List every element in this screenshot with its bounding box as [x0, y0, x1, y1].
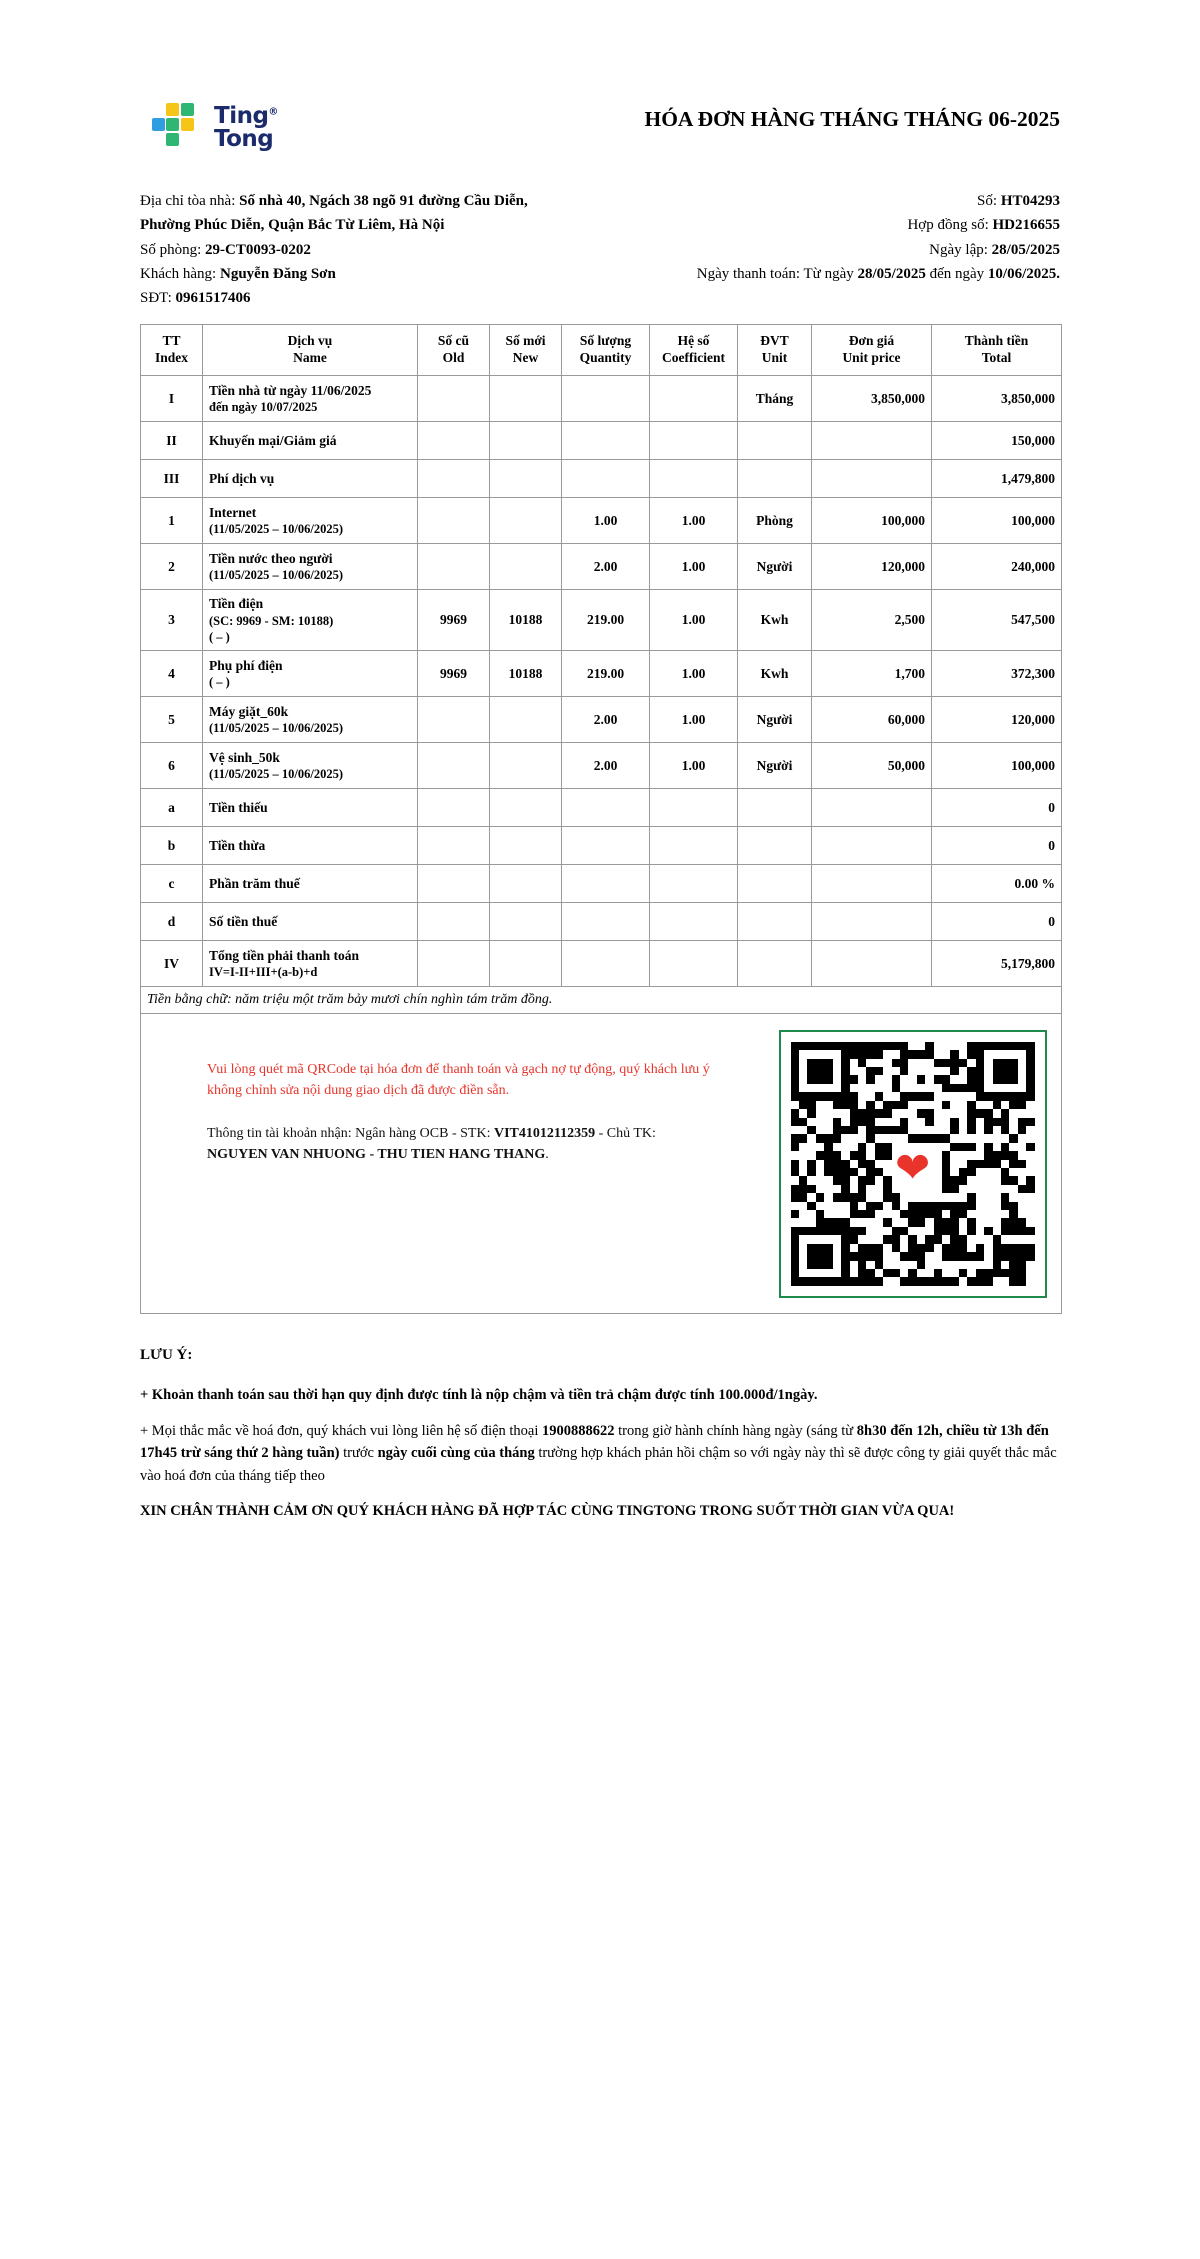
row-name-cell: [203, 941, 418, 987]
amount-in-words: Tiền bằng chữ: năm triệu một trăm bảy mươi chín nghìn tám trăm đồng.: [141, 987, 1062, 1014]
col-qty-l1: Số lượng: [579, 333, 632, 349]
row-unit: [738, 941, 812, 987]
row-old: [418, 941, 490, 987]
row-name-cell: [203, 498, 418, 544]
row-old: [418, 865, 490, 903]
row-name: Internet: [209, 504, 257, 520]
col-unit-l1: ĐVT: [760, 333, 789, 349]
row-new: [490, 544, 562, 590]
row-name: Máy giặt_60k: [209, 703, 289, 719]
row-name-cell: [203, 865, 418, 903]
row-name-sub: ( – ): [209, 675, 230, 690]
heart-icon: ❤: [895, 1146, 931, 1193]
table-row: [141, 498, 1062, 544]
room-label: Số phòng:: [140, 241, 202, 258]
row-coefficient: [650, 422, 738, 460]
bank-info-mid: - Chủ TK:: [595, 1126, 656, 1142]
qr-panel: [141, 1014, 1062, 1314]
row-name: Tổng tiền phải thanh toán: [209, 947, 360, 963]
invoice-header: [140, 95, 1060, 155]
row-total: 0: [932, 827, 1062, 865]
notes-thanks: XIN CHÂN THÀNH CẢM ƠN QUÝ KHÁCH HÀNG ĐÃ HỢP TÁC CÙNG TINGTONG TRONG SUỐT THỜI GIAN VỪA QUA!: [140, 1503, 955, 1520]
row-name-cell: [203, 743, 418, 789]
row-qty: [562, 941, 650, 987]
row-coefficient: [650, 789, 738, 827]
row-qty: 2.00: [562, 544, 650, 590]
brand-wordmark: [214, 105, 278, 151]
footer-notes: [140, 1344, 1060, 1522]
row-unit-price: 60,000: [812, 697, 932, 743]
row-unit: [738, 460, 812, 498]
bank-info-text: [207, 1123, 742, 1165]
row-unit-price: [812, 422, 932, 460]
row-new: [490, 865, 562, 903]
table-row: [141, 422, 1062, 460]
table-row: [141, 460, 1062, 498]
col-new: [490, 325, 562, 376]
row-name-sub: ( – ): [209, 630, 230, 645]
table-row: [141, 827, 1062, 865]
payment-period-mid: đến ngày: [929, 265, 985, 282]
brand-name-line1: Ting: [214, 103, 269, 129]
table-header-row: [141, 325, 1062, 376]
row-name-sub: IV=I-II+III+(a-b)+d: [209, 965, 318, 980]
row-new: 10188: [490, 651, 562, 697]
row-qty: [562, 789, 650, 827]
table-row: [141, 651, 1062, 697]
col-index: [141, 325, 203, 376]
row-unit: Người: [738, 743, 812, 789]
row-name: Phụ phí điện: [209, 657, 283, 673]
row-name: Tiền thừa: [209, 838, 266, 853]
row-unit-price: [812, 903, 932, 941]
col-new-l1: Số mới: [505, 333, 546, 349]
row-name: Khuyến mại/Giảm giá: [209, 432, 337, 448]
bank-info-suffix: .: [545, 1147, 549, 1163]
row-coefficient: [650, 827, 738, 865]
row-total: 372,300: [932, 651, 1062, 697]
row-index: d: [141, 903, 203, 941]
qr-code-area: [770, 1019, 1055, 1308]
row-coefficient: 1.00: [650, 590, 738, 651]
row-name: Tiền điện: [209, 596, 264, 612]
row-qty: [562, 865, 650, 903]
row-coefficient: 1.00: [650, 651, 738, 697]
col-index-l1: TT: [162, 333, 181, 349]
table-row: [141, 590, 1062, 651]
col-coef-l2: Coefficient: [662, 350, 725, 366]
row-new: [490, 789, 562, 827]
row-unit-price: 1,700: [812, 651, 932, 697]
row-index: 5: [141, 697, 203, 743]
row-index: 4: [141, 651, 203, 697]
row-name: Tiền thiếu: [209, 800, 268, 815]
row-name-cell: [203, 651, 418, 697]
row-name: Vệ sinh_50k: [209, 749, 280, 765]
row-index: c: [141, 865, 203, 903]
row-new: [490, 827, 562, 865]
brand-name-line2: Tong: [214, 126, 274, 152]
row-coefficient: 1.00: [650, 498, 738, 544]
row-total: 1,479,800: [932, 460, 1062, 498]
row-new: [490, 422, 562, 460]
col-old-l1: Số cũ: [437, 333, 470, 349]
col-coef: [650, 325, 738, 376]
row-index: 2: [141, 544, 203, 590]
row-unit-price: [812, 941, 932, 987]
invoice-no-label: Số:: [977, 193, 998, 209]
amount-in-words-row: [141, 987, 1062, 1014]
address-value: Số nhà 40, Ngách 38 ngõ 91 đường Cầu Diễn,: [239, 193, 528, 209]
col-new-l2: New: [512, 350, 539, 366]
col-name-l1: Dịch vụ: [287, 333, 333, 349]
row-total: 0: [932, 789, 1062, 827]
row-index: IV: [141, 941, 203, 987]
row-unit: Phòng: [738, 498, 812, 544]
row-total: 3,850,000: [932, 376, 1062, 422]
row-total: 240,000: [932, 544, 1062, 590]
col-name-l2: Name: [293, 350, 327, 366]
row-qty: 1.00: [562, 498, 650, 544]
row-name-sub: (11/05/2025 – 10/06/2025): [209, 522, 344, 537]
payment-note: [147, 1019, 770, 1308]
row-name-cell: [203, 544, 418, 590]
qr-instruction-text: Vui lòng quét mã QRCode tại hóa đơn để thanh toán và gạch nợ tự động, quý khách lưu ý không chỉnh sửa nội dung giao dịch đã được điền sẵn.: [207, 1062, 710, 1099]
notes-hours: 8h30 đến 12h, chiều từ 13h đến 17h45 trừ sáng thứ 2 hàng tuần): [140, 1423, 1049, 1462]
row-index: 6: [141, 743, 203, 789]
row-qty: 219.00: [562, 651, 650, 697]
row-name: Tiền nước theo người: [209, 550, 333, 566]
phone-label: SĐT:: [140, 290, 172, 307]
col-unit: [738, 325, 812, 376]
created-label: Ngày lập:: [929, 241, 988, 258]
row-unit-price: [812, 827, 932, 865]
row-unit-price: 2,500: [812, 590, 932, 651]
row-qty: [562, 376, 650, 422]
invoice-no-value: HT04293: [1000, 193, 1060, 209]
row-old: [418, 827, 490, 865]
row-qty: [562, 827, 650, 865]
row-name-sub: (11/05/2025 – 10/06/2025): [209, 568, 344, 583]
row-unit: Người: [738, 544, 812, 590]
row-name-cell: [203, 590, 418, 651]
row-old: [418, 544, 490, 590]
row-index: III: [141, 460, 203, 498]
col-old-l2: Old: [442, 350, 465, 366]
row-qty: [562, 422, 650, 460]
row-index: a: [141, 789, 203, 827]
row-name-sub: (SC: 9969 - SM: 10188): [209, 613, 334, 628]
row-old: [418, 422, 490, 460]
row-coefficient: [650, 941, 738, 987]
col-unit-l2: Unit: [761, 350, 788, 366]
row-old: [418, 697, 490, 743]
row-old: [418, 903, 490, 941]
notes-line2-c: trong giờ hành chính hàng ngày (sáng từ: [614, 1423, 857, 1439]
row-total: 0.00 %: [932, 865, 1062, 903]
row-name-cell: [203, 422, 418, 460]
qr-code[interactable]: [779, 1030, 1047, 1298]
row-new: [490, 743, 562, 789]
table-row: [141, 743, 1062, 789]
col-price-l2: Unit price: [842, 350, 901, 366]
row-index: 3: [141, 590, 203, 651]
brand-logo: [140, 95, 278, 155]
invoice-meta: [140, 189, 1060, 310]
row-old: [418, 460, 490, 498]
payment-period-from: 28/05/2025: [857, 265, 926, 282]
customer-value: Nguyễn Đăng Sơn: [219, 265, 336, 282]
row-unit-price: [812, 789, 932, 827]
invoice-table-body: [141, 376, 1062, 1314]
row-name-cell: [203, 697, 418, 743]
row-unit: [738, 789, 812, 827]
contract-value: HD216655: [992, 217, 1060, 234]
row-name: Phí dịch vụ: [209, 470, 275, 486]
table-row: [141, 941, 1062, 987]
row-unit-price: 3,850,000: [812, 376, 932, 422]
row-unit: Người: [738, 697, 812, 743]
customer-label: Khách hàng:: [140, 265, 217, 282]
row-unit: Tháng: [738, 376, 812, 422]
row-coefficient: [650, 865, 738, 903]
address-label: Địa chỉ tòa nhà:: [140, 193, 236, 209]
row-unit-price: 100,000: [812, 498, 932, 544]
row-new: [490, 460, 562, 498]
row-unit: [738, 903, 812, 941]
row-new: [490, 498, 562, 544]
col-price: [812, 325, 932, 376]
row-unit-price: [812, 460, 932, 498]
row-old: [418, 376, 490, 422]
col-price-l1: Đơn giá: [848, 333, 895, 349]
row-old: [418, 789, 490, 827]
row-unit: Kwh: [738, 590, 812, 651]
notes-line2-g: trường hợp khách phản hồi chậm so với ngày này thì sẽ được công ty giải quyết thắc mắc vào hoá đơn của tháng tiếp theo: [140, 1445, 1057, 1484]
qr-panel-row: [141, 1014, 1062, 1314]
row-unit: [738, 865, 812, 903]
row-qty: 219.00: [562, 590, 650, 651]
row-name: Số tiền thuế: [209, 914, 278, 929]
row-new: [490, 941, 562, 987]
row-qty: [562, 903, 650, 941]
row-total: 547,500: [932, 590, 1062, 651]
brand-registered-mark: ®: [268, 106, 278, 118]
row-total: 100,000: [932, 743, 1062, 789]
row-name-sub: đến ngày 10/07/2025: [209, 400, 318, 415]
col-old: [418, 325, 490, 376]
bank-info-prefix: Thông tin tài khoản nhận: Ngân hàng OCB - STK:: [207, 1126, 494, 1142]
row-new: [490, 376, 562, 422]
row-name-cell: [203, 789, 418, 827]
col-index-l2: Index: [154, 350, 188, 366]
table-row: [141, 865, 1062, 903]
table-row: [141, 789, 1062, 827]
row-coefficient: [650, 460, 738, 498]
table-row: [141, 697, 1062, 743]
row-name-cell: [203, 903, 418, 941]
row-name: Tiền nhà từ ngày 11/06/2025: [209, 382, 372, 398]
row-index: 1: [141, 498, 203, 544]
invoice-table-head: [141, 325, 1062, 376]
row-coefficient: 1.00: [650, 697, 738, 743]
created-value: 28/05/2025: [991, 241, 1060, 258]
tingtong-logo-icon: [150, 101, 204, 155]
col-qty: [562, 325, 650, 376]
notes-heading: LƯU Ý:: [140, 1347, 193, 1364]
row-old: 9969: [418, 590, 490, 651]
row-coefficient: 1.00: [650, 544, 738, 590]
row-unit: [738, 422, 812, 460]
row-total: 100,000: [932, 498, 1062, 544]
room-value: 29-CT0093-0202: [205, 241, 311, 258]
row-total: 150,000: [932, 422, 1062, 460]
bank-account-number: VIT41012112359: [493, 1126, 596, 1142]
row-qty: [562, 460, 650, 498]
row-name-cell: [203, 376, 418, 422]
phone-value: 0961517406: [175, 290, 251, 307]
table-row: [141, 544, 1062, 590]
col-total-l2: Total: [981, 350, 1012, 366]
notes-line2-a: + Mọi thắc mắc về hoá đơn, quý khách vui lòng liên hệ số điện thoại: [140, 1423, 543, 1439]
notes-hotline: 1900888622: [542, 1423, 615, 1439]
row-new: 10188: [490, 590, 562, 651]
row-name-sub: (11/05/2025 – 10/06/2025): [209, 721, 344, 736]
row-unit-price: 120,000: [812, 544, 932, 590]
table-row: [141, 376, 1062, 422]
row-total: 0: [932, 903, 1062, 941]
notes-line-1: + Khoản thanh toán sau thời hạn quy định được tính là nộp chậm và tiền trả chậm được tính 100.000đ/1ngày.: [140, 1386, 818, 1403]
col-total: [932, 325, 1062, 376]
notes-deadline: ngày cuối cùng của tháng: [377, 1445, 535, 1462]
row-index: b: [141, 827, 203, 865]
row-name-cell: [203, 827, 418, 865]
row-total: 120,000: [932, 697, 1062, 743]
row-new: [490, 697, 562, 743]
col-total-l1: Thành tiền: [964, 333, 1029, 349]
row-unit-price: 50,000: [812, 743, 932, 789]
col-name: [203, 325, 418, 376]
row-unit: Kwh: [738, 651, 812, 697]
col-coef-l1: Hệ số: [677, 333, 710, 349]
row-old: [418, 498, 490, 544]
page-title: HÓA ĐƠN HÀNG THÁNG THÁNG 06-2025: [644, 107, 1060, 131]
bank-account-owner: NGUYEN VAN NHUONG - THU TIEN HANG THANG: [207, 1147, 546, 1163]
row-coefficient: 1.00: [650, 743, 738, 789]
row-name: Phần trăm thuế: [209, 876, 300, 891]
row-index: I: [141, 376, 203, 422]
row-name-sub: (11/05/2025 – 10/06/2025): [209, 767, 344, 782]
row-new: [490, 903, 562, 941]
notes-line-2: [140, 1420, 1060, 1487]
row-old: [418, 743, 490, 789]
payment-period-label: Ngày thanh toán: Từ ngày: [696, 265, 854, 282]
table-row: [141, 903, 1062, 941]
invoice-table: [140, 324, 1062, 1314]
row-coefficient: [650, 903, 738, 941]
payment-period-to: 10/06/2025.: [987, 265, 1060, 282]
row-qty: 2.00: [562, 743, 650, 789]
row-unit: [738, 827, 812, 865]
row-qty: 2.00: [562, 697, 650, 743]
row-total: 5,179,800: [932, 941, 1062, 987]
contract-label: Hợp đồng số:: [907, 217, 989, 234]
row-index: II: [141, 422, 203, 460]
row-unit-price: [812, 865, 932, 903]
notes-line2-e: trước: [339, 1445, 378, 1462]
address-value-line2: Phường Phúc Diễn, Quận Bắc Từ Liêm, Hà Nội: [140, 217, 445, 234]
row-name-cell: [203, 460, 418, 498]
col-qty-l2: Quantity: [579, 350, 632, 366]
row-coefficient: [650, 376, 738, 422]
row-old: 9969: [418, 651, 490, 697]
